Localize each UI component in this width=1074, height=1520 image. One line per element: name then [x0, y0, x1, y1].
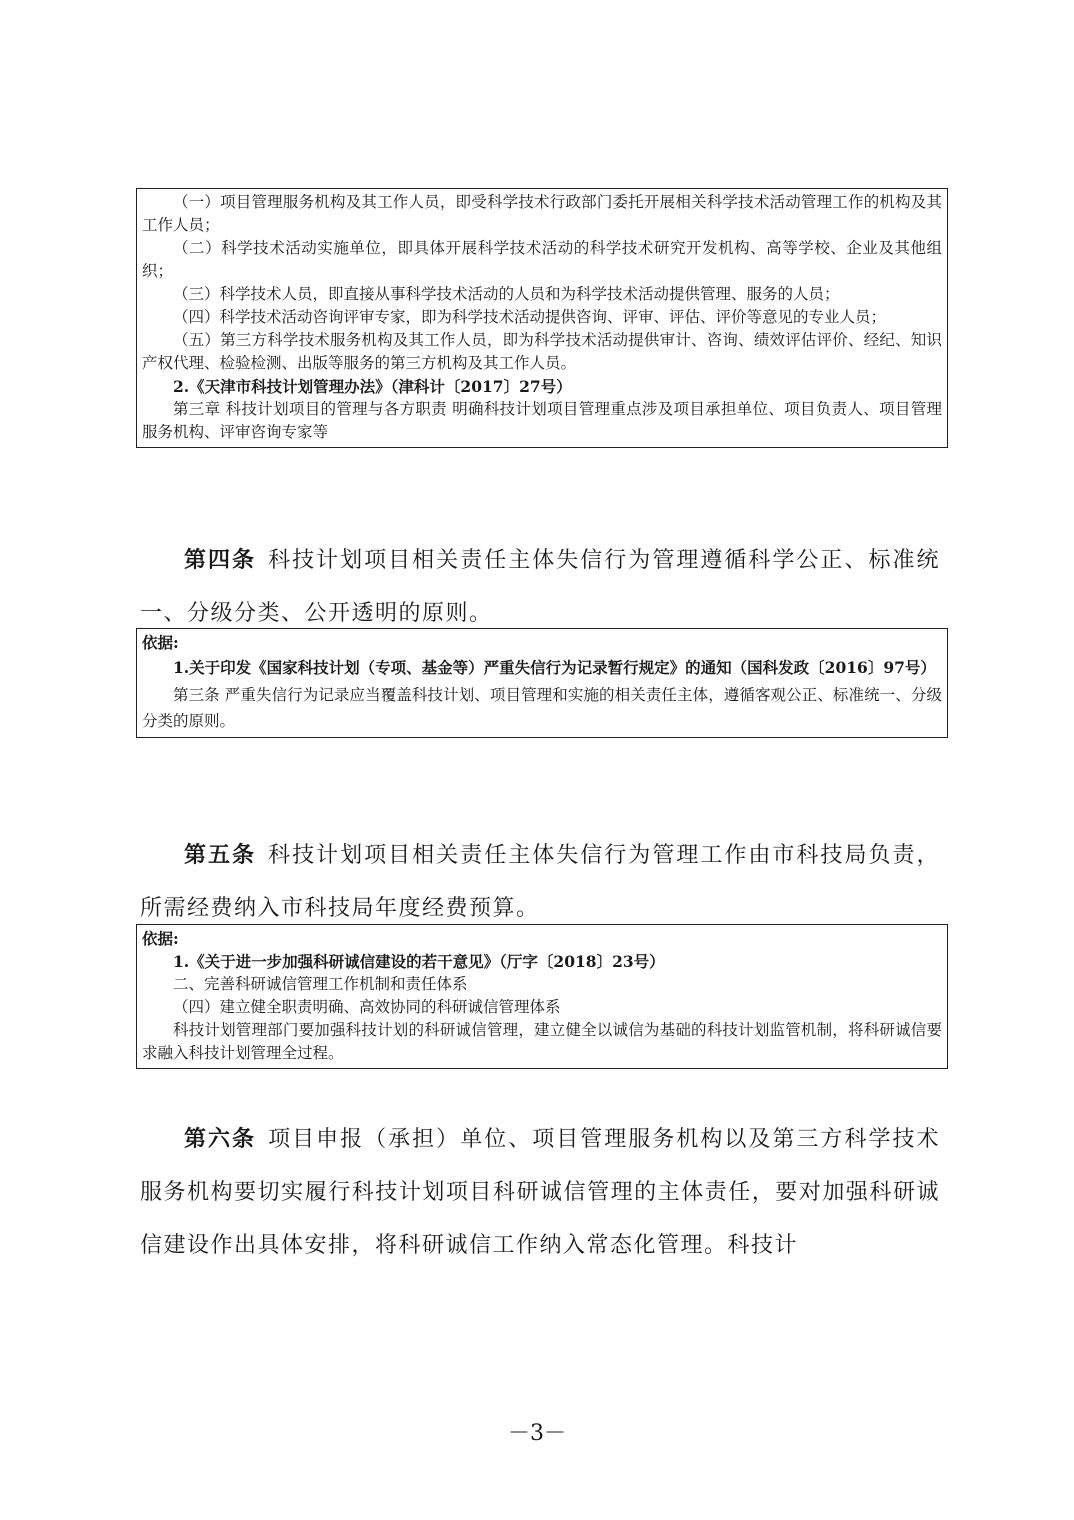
box-line: （五）第三方科学技术服务机构及其工作人员，即为科学技术活动提供审计、咨询、绩效评估评价、经纪、知识产权代理、检验检测、出版等服务的第三方机构及其工作人员。	[142, 331, 942, 372]
box-line: 科技计划管理部门要加强科技计划的科研诚信管理，建立健全以诚信为基础的科技计划监管机制，将科研诚信要求融入科技计划管理全过程。	[142, 1021, 942, 1062]
basis-box-1	[136, 188, 948, 448]
reference-title: 2.《天津市科技计划管理办法》（津科计〔2017〕27号）	[173, 377, 572, 396]
article-text: 科技计划项目相关责任主体失信行为管理工作由市科技局负责，所需经费纳入市科技局年度经费预算。	[140, 843, 940, 921]
page-number: －3－	[508, 1421, 566, 1446]
article-lead: 第四条	[184, 547, 257, 573]
reference-title: 1.《关于进一步加强科研诚信建设的若干意见》（厅字〔2018〕23号）	[173, 952, 665, 971]
reference-text: 第三条 严重失信行为记录应当覆盖科技计划、项目管理和实施的相关责任主体，遵循客观公正、标准统一、分级分类的原则。	[142, 686, 942, 730]
article-text: 项目申报（承担）单位、项目管理服务机构以及第三方科学技术服务机构要切实履行科技计划项目科研诚信管理的主体责任，要对加强科研诚信建设作出具体安排，将科研诚信工作纳入常态化管理。科技计	[140, 1127, 940, 1258]
box-line: （二）科学技术活动实施单位，即具体开展科学技术活动的科学技术研究开发机构、高等学校、企业及其他组织；	[142, 239, 942, 280]
basis-label: 依据:	[142, 633, 179, 652]
reference-text: 第三章 科技计划项目的管理与各方职责 明确科技计划项目管理重点涉及项目承担单位、项目负责人、项目管理服务机构、评审咨询专家等	[142, 400, 942, 441]
article-4	[140, 534, 940, 640]
box-line: 二、完善科研诚信管理工作机制和责任体系	[173, 975, 468, 993]
article-5	[140, 829, 940, 935]
box-line: （一）项目管理服务机构及其工作人员，即受科学技术行政部门委托开展相关科学技术活动管理工作的机构及其工作人员；	[142, 193, 942, 234]
article-6	[140, 1113, 940, 1272]
article-lead: 第六条	[184, 1126, 257, 1152]
article-text: 科技计划项目相关责任主体失信行为管理遵循科学公正、标准统一、分级分类、公开透明的原则。	[140, 548, 940, 626]
box-line: （三）科学技术人员，即直接从事科学技术活动的人员和为科学技术活动提供管理、服务的人员；	[173, 285, 840, 303]
article-lead: 第五条	[184, 842, 257, 868]
reference-title: 1.关于印发《国家科技计划（专项、基金等）严重失信行为记录暂行规定》的通知（国科发政〔2016〕97号）	[173, 658, 936, 677]
basis-label: 依据:	[142, 929, 179, 948]
box-line: （四）科学技术活动咨询评审专家，即为科学技术活动提供咨询、评审、评估、评价等意见的专业人员；	[173, 308, 887, 326]
box-line: （四）建立健全职责明确、高效协同的科研诚信管理体系	[173, 998, 561, 1016]
basis-box-2	[136, 628, 948, 738]
basis-box-3	[136, 924, 948, 1069]
